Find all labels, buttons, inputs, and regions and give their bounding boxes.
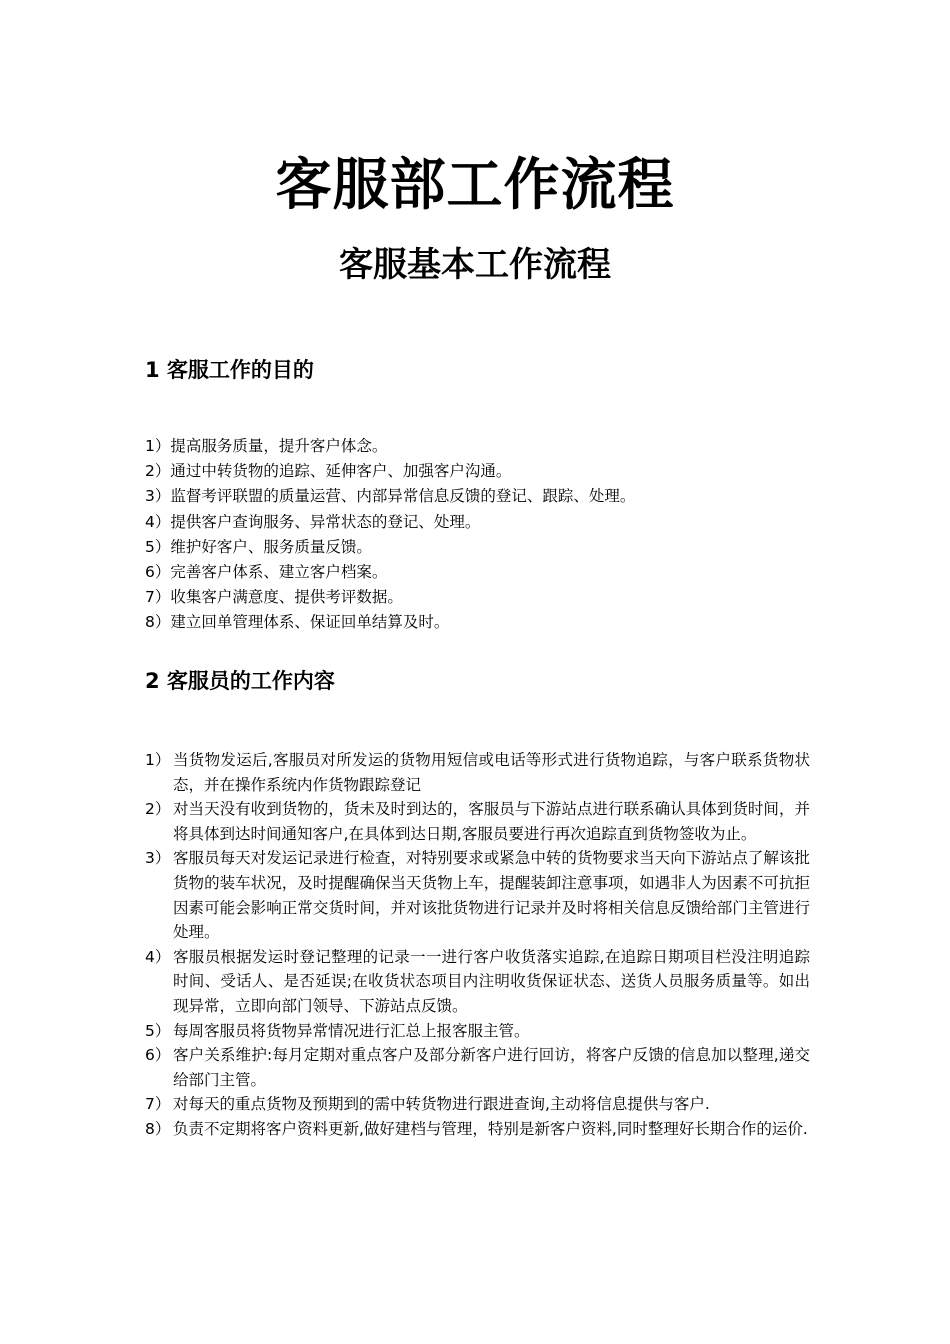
list-item-text: 负责不定期将客户资料更新,做好建档与管理，特别是新客户资料,同时整理好长期合作的运价. (173, 1119, 808, 1138)
list-item-text: 客服员每天对发运记录进行检查，对特别要求或紧急中转的货物要求当天向下游站点了解该批货物的装车状况，及时提醒确保当天货物上车，提醒装卸注意事项，如遇非人为因素不可抗拒因素可能会影响正常交货时间，并对该批货物进行记录并及时将相关信息反馈给部门主管进行处理。 (173, 849, 810, 942)
list-item: 6）完善客户体系、建立客户档案。 (145, 563, 388, 582)
list-item-text: 客户关系维护:每月定期对重点客户及部分新客户进行回访，将客户反馈的信息加以整理,递交给部门主管。 (173, 1046, 810, 1089)
list-item: 3）监督考评联盟的质量运营、内部异常信息反馈的登记、跟踪、处理。 (145, 487, 636, 506)
list-item-number: 7） (145, 1095, 171, 1114)
list-item-number: 8） (145, 1119, 171, 1138)
list-item-text: 对当天没有收到货物的，货未及时到达的，客服员与下游站点进行联系确认具体到货时间，并将具体到达时间通知客户,在具体到达日期,客服员要进行再次追踪直到货物签收为止。 (173, 800, 810, 843)
list-item (145, 748, 810, 797)
purpose-list (145, 434, 825, 636)
duties-list (145, 748, 810, 1142)
list-item-number: 3） (145, 849, 171, 868)
document-subtitle: 客服基本工作流程 (339, 245, 611, 285)
section-heading-purpose: 1 客服工作的目的 (145, 358, 314, 382)
section-heading-duties: 2 客服员的工作内容 (145, 669, 335, 693)
list-item: 4）提供客户查询服务、异常状态的登记、处理。 (145, 512, 481, 531)
list-item-text: 客服员根据发运时登记整理的记录一一进行客户收货落实追踪,在追踪日期项目栏没注明追踪时间、受话人、是否延误;在收货状态项目内注明收货保证状态、送货人员服务质量等。如出现异常，立即向部门领导、下游站点反馈。 (173, 947, 810, 1015)
list-item (145, 945, 810, 1019)
list-item-number: 5） (145, 1021, 171, 1040)
document-title: 客服部工作流程 (275, 153, 675, 218)
list-item (145, 1117, 810, 1142)
list-item-text: 当货物发运后,客服员对所发运的货物用短信或电话等形式进行货物追踪，与客户联系货物状态，并在操作系统内作货物跟踪登记 (173, 751, 810, 794)
list-item (145, 1019, 810, 1044)
list-item: 2）通过中转货物的追踪、延伸客户、加强客户沟通。 (145, 462, 512, 481)
list-item: 8）建立回单管理体系、保证回单结算及时。 (145, 613, 450, 632)
list-item-text: 每周客服员将货物异常情况进行汇总上报客服主管。 (173, 1021, 530, 1040)
list-item-number: 6） (145, 1046, 171, 1065)
list-item: 5）维护好客户、服务质量反馈。 (145, 537, 372, 556)
list-item-number: 2） (145, 800, 171, 819)
list-item (145, 1043, 810, 1092)
list-item (145, 846, 810, 944)
list-item-number: 4） (145, 947, 171, 966)
list-item-number: 1） (145, 751, 171, 769)
list-item: 1）提高服务质量，提升客户体念。 (145, 437, 388, 455)
list-item (145, 1092, 810, 1117)
list-item-text: 对每天的重点货物及预期到的需中转货物进行跟进查询,主动将信息提供与客户. (173, 1095, 710, 1114)
list-item (145, 797, 810, 846)
list-item: 7）收集客户满意度、提供考评数据。 (145, 588, 403, 607)
